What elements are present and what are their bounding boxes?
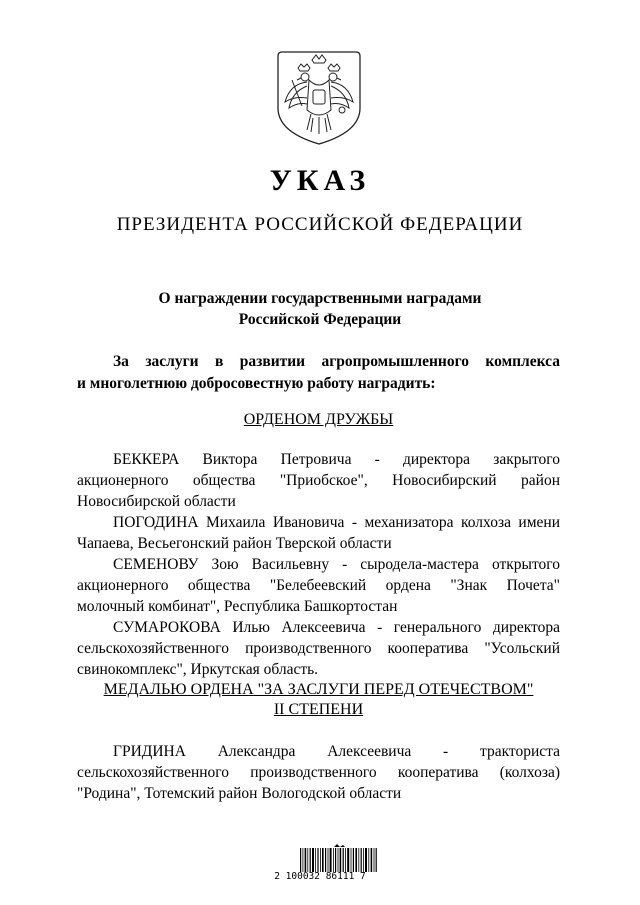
recipient-1-line-3: Новосибирской области (77, 493, 236, 510)
document-title: УКАЗ (269, 164, 371, 197)
subject-line-1: О награждении государственными наградами (158, 290, 482, 307)
coat-of-arms-icon (276, 50, 362, 146)
recipient-2-line-1: ПОГОДИНА Михаила Ивановича - механизатора колхоза имени (113, 514, 560, 531)
recipient-5-line-2: сельскохозяйственного производственного кооператива (колхоза) (77, 764, 560, 781)
recipient-4-line-1: СУМАРОКОВА Илью Алексеевича - генерального директора (113, 619, 560, 636)
award-2-title-line-1: МЕДАЛЬЮ ОРДЕНА "ЗА ЗАСЛУГИ ПЕРЕД ОТЕЧЕСТВОМ" (103, 681, 534, 698)
recipient-3-line-1: СЕМЕНОВУ Зою Васильевну - сыродела-мастера открытого (113, 556, 560, 573)
recipient-2-line-2: Чапаева, Весьегонский район Тверской области (77, 535, 392, 552)
recipient-5-line-1: ГРИДИНА Александра Алексеевича - тракториста (113, 743, 560, 760)
barcode-number: 2 100032 86111 7 (274, 871, 366, 882)
recipient-3-line-2: акционерного общества "Белебеевский ордена "Знак Почета" (77, 577, 560, 594)
subject-line-2: Российской Федерации (238, 311, 402, 328)
recipient-5-line-3: "Родина", Тотемский район Вологодской области (77, 785, 402, 802)
recipient-4-line-2: сельскохозяйственного производственного кооператива "Усольский (77, 640, 560, 657)
award-1-title: ОРДЕНОМ ДРУЖБЫ (243, 411, 394, 428)
recipient-1-line-2: акционерного общества "Приобское", Новосибирский район (77, 472, 560, 489)
recipient-4-line-3: свинокомплекс", Иркутская область. (77, 661, 319, 678)
recipient-1-line-1: БЕККЕРА Виктора Петровича - директора закрытого (113, 451, 560, 468)
barcode-icon (300, 844, 378, 872)
preamble-line-2: и многолетнюю добросовестную работу наградить: (77, 375, 436, 392)
award-2-title-line-2: II СТЕПЕНИ (273, 701, 364, 718)
recipient-3-line-3: молочный комбинат", Республика Башкортостан (77, 598, 398, 615)
document-subtitle: ПРЕЗИДЕНТА РОССИЙСКОЙ ФЕДЕРАЦИИ (116, 214, 524, 235)
preamble-line-1: За заслуги в развитии агропромышленного комплекса (113, 353, 560, 370)
